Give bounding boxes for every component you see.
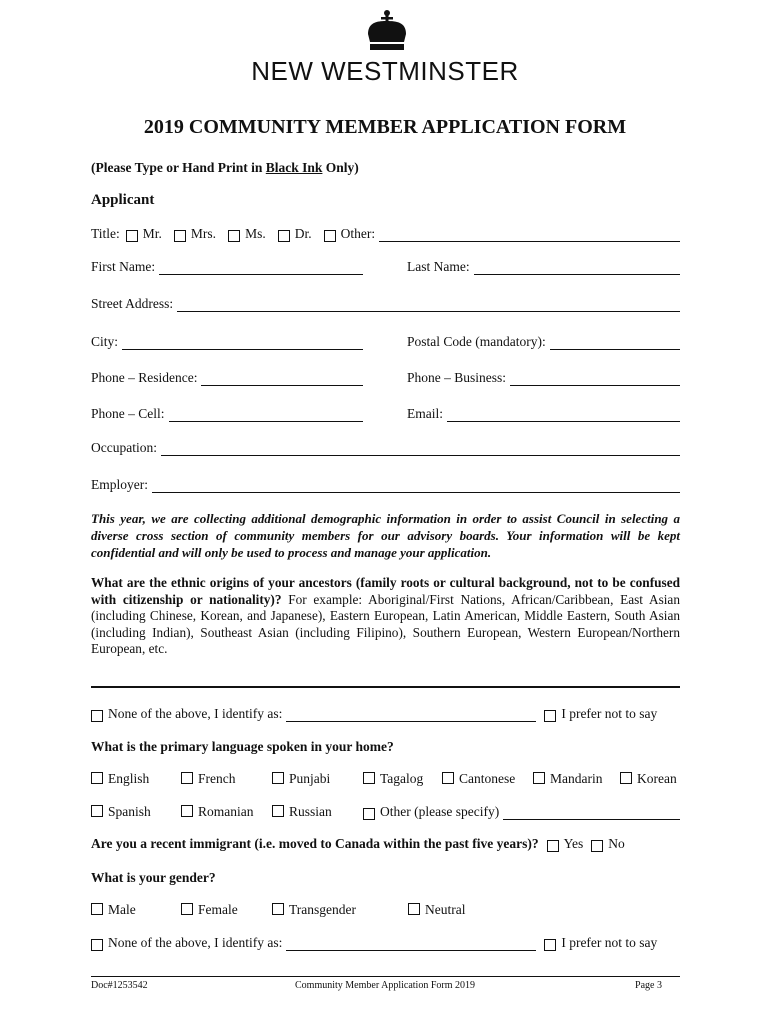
- postal-row: [407, 334, 680, 350]
- gender-neutral-checkbox[interactable]: [408, 903, 420, 915]
- lang-other-label: Other (please specify): [380, 804, 500, 819]
- ethnic-none-field[interactable]: [286, 707, 536, 722]
- ethnic-none-row: [91, 706, 680, 722]
- title-mr-checkbox[interactable]: [126, 230, 138, 242]
- gender-none-field[interactable]: [286, 936, 536, 951]
- first-name-row: [91, 259, 363, 275]
- title-mrs-checkbox[interactable]: [174, 230, 186, 242]
- email-row: [407, 406, 680, 422]
- employer-label: Employer:: [91, 477, 148, 492]
- phone-res-label: Phone – Residence:: [91, 370, 198, 385]
- phone-cell-field[interactable]: [169, 407, 364, 422]
- lang-mandarin: Mandarin: [533, 771, 602, 787]
- immigrant-question: Are you a recent immigrant (i.e. moved to Canada within the past five years)?: [91, 836, 539, 851]
- immigrant-yes-checkbox[interactable]: [547, 840, 559, 852]
- form-title: 2019 COMMUNITY MEMBER APPLICATION FORM: [143, 116, 627, 138]
- gender-prefer-not-label: I prefer not to say: [561, 935, 658, 950]
- lang-english: English: [91, 771, 149, 787]
- email-label: Email:: [407, 406, 443, 421]
- immigrant-no-label: No: [608, 836, 625, 851]
- lang-other-row: [363, 804, 680, 820]
- last-name-label: Last Name:: [407, 259, 470, 274]
- first-name-label: First Name:: [91, 259, 156, 274]
- occupation-field[interactable]: [161, 441, 680, 456]
- gender-none-label: None of the above, I identify as:: [108, 935, 283, 950]
- phone-cell-label: Phone – Cell:: [91, 406, 165, 421]
- ethnic-prefer-not-checkbox[interactable]: [544, 710, 556, 722]
- logo-text: NEW WESTMINSTER: [251, 56, 519, 86]
- lang-russian: Russian: [272, 804, 332, 820]
- title-other-field[interactable]: [379, 227, 680, 242]
- street-label: Street Address:: [91, 296, 174, 311]
- lang-tagalog-checkbox[interactable]: [363, 772, 375, 784]
- footer-doc: Doc#1253542: [91, 980, 148, 991]
- gender-transgender: Transgender: [272, 902, 356, 918]
- crown-icon: [364, 8, 410, 54]
- lang-tagalog: Tagalog: [363, 771, 423, 787]
- ethnic-prefer-not-label: I prefer not to say: [561, 706, 658, 721]
- lang-cantonese-checkbox[interactable]: [442, 772, 454, 784]
- occupation-label: Occupation:: [91, 440, 157, 455]
- lang-korean-checkbox[interactable]: [620, 772, 632, 784]
- occupation-row: [91, 440, 680, 456]
- employer-row: [91, 477, 680, 493]
- title-mr-label: Mr.: [142, 226, 162, 241]
- lang-spanish-checkbox[interactable]: [91, 805, 103, 817]
- immigrant-row: [91, 836, 680, 852]
- title-ms-label: Ms.: [245, 226, 266, 241]
- ethnic-none-label: None of the above, I identify as:: [108, 706, 283, 721]
- gender-none-checkbox[interactable]: [91, 939, 103, 951]
- gender-neutral: Neutral: [408, 902, 465, 918]
- title-dr-checkbox[interactable]: [278, 230, 290, 242]
- ethnic-answer-line[interactable]: [91, 686, 680, 688]
- title-other-checkbox[interactable]: [324, 230, 336, 242]
- footer-rule: [91, 976, 680, 977]
- gender-female-checkbox[interactable]: [181, 903, 193, 915]
- title-dr-label: Dr.: [294, 226, 312, 241]
- lang-english-checkbox[interactable]: [91, 772, 103, 784]
- immigrant-no-checkbox[interactable]: [591, 840, 603, 852]
- gender-transgender-checkbox[interactable]: [272, 903, 284, 915]
- title-label: Title:: [91, 226, 120, 241]
- gender-prefer-not-checkbox[interactable]: [544, 939, 556, 951]
- applicant-heading: Applicant: [91, 192, 155, 208]
- footer-center: Community Member Application Form 2019: [295, 980, 475, 991]
- lang-other-field[interactable]: [503, 805, 680, 820]
- gender-female: Female: [181, 902, 238, 918]
- lang-romanian-checkbox[interactable]: [181, 805, 193, 817]
- employer-field[interactable]: [152, 478, 680, 493]
- lang-punjabi: Punjabi: [272, 771, 330, 787]
- gender-male-checkbox[interactable]: [91, 903, 103, 915]
- phone-bus-label: Phone – Business:: [407, 370, 507, 385]
- last-name-row: [407, 259, 680, 275]
- phone-res-row: [91, 370, 363, 386]
- gender-question: What is your gender?: [91, 870, 216, 885]
- gender-none-row: [91, 935, 680, 951]
- city-row: [91, 334, 363, 350]
- first-name-field[interactable]: [159, 260, 363, 275]
- postal-field[interactable]: [550, 335, 680, 350]
- postal-label: Postal Code (mandatory):: [407, 334, 546, 349]
- lang-french: French: [181, 771, 236, 787]
- lang-cantonese: Cantonese: [442, 771, 515, 787]
- phone-res-field[interactable]: [201, 371, 363, 386]
- ethnic-question: What are the ethnic origins of your ancestors (family roots or cultural background, not to be confused with citizenship or nationality)? For example: Aboriginal/First Nations, African/Caribbean, East Asian (including Chinese, Korean, and Japanese), Eastern European, Latin American, Middle Eastern, South Asian (including Indian), Southeast Asian (including Filipino), Southern European, Western European/Northern European, etc.: [91, 575, 680, 656]
- language-question: What is the primary language spoken in your home?: [91, 739, 394, 754]
- privacy-notice: This year, we are collecting additional demographic information in order to assist Council in selecting a diverse cross section of community members for our advisory boards. Your information will be kept confidential and will only be used to process and manage your application.: [91, 511, 680, 560]
- title-mrs-label: Mrs.: [190, 226, 217, 241]
- lang-punjabi-checkbox[interactable]: [272, 772, 284, 784]
- instruction: (Please Type or Hand Print in Black Ink Only): [91, 160, 359, 175]
- lang-other-checkbox[interactable]: [363, 808, 375, 820]
- phone-bus-field[interactable]: [510, 371, 680, 386]
- lang-spanish: Spanish: [91, 804, 151, 820]
- street-field[interactable]: [177, 297, 680, 312]
- city-label: City:: [91, 334, 119, 349]
- ethnic-none-checkbox[interactable]: [91, 710, 103, 722]
- immigrant-yes-label: Yes: [563, 836, 584, 851]
- phone-bus-row: [407, 370, 680, 386]
- city-field[interactable]: [122, 335, 363, 350]
- lang-mandarin-checkbox[interactable]: [533, 772, 545, 784]
- title-ms-checkbox[interactable]: [228, 230, 240, 242]
- lang-russian-checkbox[interactable]: [272, 805, 284, 817]
- street-row: [91, 296, 680, 312]
- phone-cell-row: [91, 406, 363, 422]
- last-name-field[interactable]: [474, 260, 680, 275]
- gender-male: Male: [91, 902, 136, 918]
- title-other-label: Other:: [340, 226, 376, 241]
- title-row: [91, 226, 680, 242]
- lang-french-checkbox[interactable]: [181, 772, 193, 784]
- footer-page: Page 3: [635, 980, 662, 991]
- lang-korean: Korean: [620, 771, 677, 787]
- email-field[interactable]: [447, 407, 680, 422]
- lang-romanian: Romanian: [181, 804, 254, 820]
